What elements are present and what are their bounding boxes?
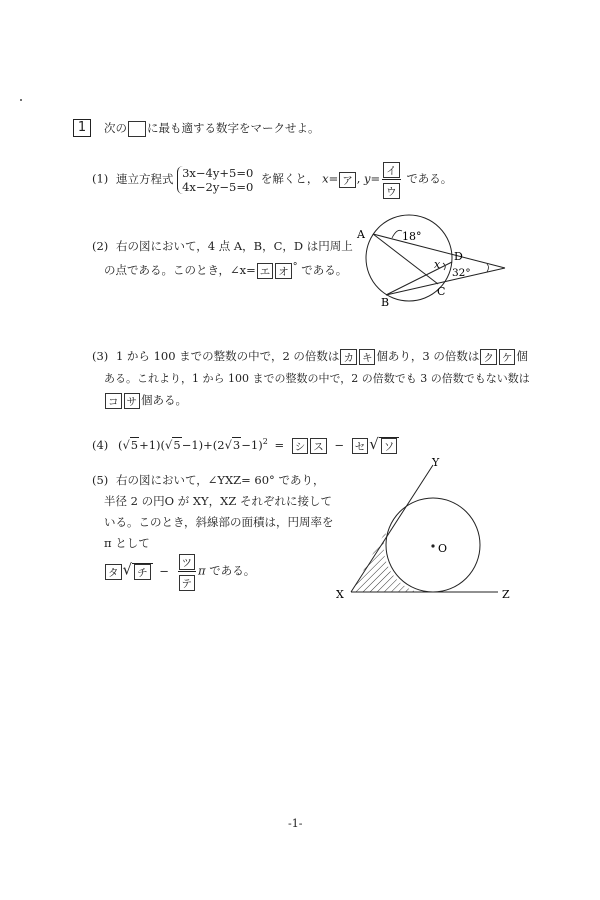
question-3-line-1 [92, 347, 528, 365]
q4-minus: − [334, 437, 345, 452]
q3-line2: ある。これより，1 から 100 までの整数の中で，2 の倍数でも 3 の倍数でもない数は [104, 372, 530, 385]
label-d: D [454, 250, 463, 263]
instruction-before: 次の [104, 121, 127, 135]
question-5-line-2 [104, 492, 332, 510]
answer-box-tsu: ツ [179, 554, 196, 570]
q1-text-mid: を解くと， [260, 171, 319, 186]
q5-line4: π として [104, 536, 150, 550]
answer-box-ta: タ [105, 564, 122, 580]
q4-sqrt-sign: √ [369, 434, 379, 453]
equation-system [177, 166, 253, 194]
answer-box-se: セ [352, 438, 369, 454]
q2-line2-after: である。 [301, 262, 348, 277]
answer-box-chi: チ [134, 564, 151, 580]
answer-box-su: ス [310, 438, 327, 454]
q3-line3-after: 個ある。 [141, 393, 187, 407]
y-label: y= [364, 171, 381, 186]
q3-label: (3) [92, 349, 109, 363]
q4-equals: = [274, 437, 285, 452]
q4-radicand-3: 3 [232, 437, 241, 452]
q5-line2: 半径 2 の円O が XY，XZ それぞれに接して [104, 494, 332, 508]
q5-line1: 右の図において，∠YXZ= 60° であり， [115, 473, 325, 487]
angle-label-18: 18° [402, 230, 422, 243]
question-5-line-3 [104, 513, 334, 531]
q5-fraction [178, 552, 197, 591]
q3-line1-a: 1 から 100 までの整数の中で，2 の倍数は [115, 349, 340, 363]
q5-line3: いる。このとき，斜線部の面積は，円周率を [104, 515, 334, 529]
label-y: Y [432, 456, 440, 469]
q5-minus: − [159, 563, 169, 578]
answer-box-o: オ [275, 263, 292, 279]
label-x: X [336, 588, 344, 601]
answer-box-ko: コ [105, 393, 122, 409]
answer-box-a: ア [339, 172, 356, 188]
q3-line1-c: 個 [516, 349, 528, 363]
q1-text-end: である。 [406, 171, 453, 186]
angle-arc-32 [487, 264, 489, 272]
q2-line1: 右の図において，4 点 A，B，C，D は円周上 [115, 239, 353, 253]
angle-label-x: x [434, 258, 441, 271]
hatched-region [351, 522, 417, 592]
question-3-line-2 [104, 370, 530, 388]
answer-box-ku: ク [480, 349, 497, 365]
q4-expr-part-2: +1)(√ [139, 437, 173, 452]
question-5-line-4 [104, 534, 150, 552]
ray-xy [351, 465, 433, 592]
q5-sqrt-radicand [132, 563, 153, 578]
question-2-line-1 [92, 237, 353, 255]
q1-text-before: 連立方程式 [115, 171, 174, 186]
q4-radicand-2: 5 [173, 437, 181, 452]
answer-box-sa: サ [124, 393, 141, 409]
label-a: A [357, 228, 365, 241]
problem-number-box: 1 [73, 119, 91, 137]
label-c: C [437, 285, 446, 298]
tangent-circle-figure-q5 [330, 450, 520, 605]
equation-2: 4x−2y−5=0 [182, 179, 254, 194]
label-b: B [381, 296, 390, 309]
answer-box-ke: ケ [499, 349, 516, 365]
question-2-line-2 [104, 258, 347, 279]
answer-box-e: エ [257, 263, 274, 279]
blank-box-example [128, 121, 146, 137]
question-1: (1) 連立方程式 3x−4y+5=0 4x−2y−5=0 を解くと， x= ア , y= $\frac{\text{イ}}{\text{ウ}}$ である。 [92, 160, 452, 199]
q2-line2-before: の点である。このとき，∠x= [104, 262, 256, 277]
q4-expression [118, 438, 272, 452]
q5-sqrt-sign: √ [122, 560, 133, 579]
instruction-after: に最も適する数字をマークせよ。 [147, 121, 320, 135]
q5-pi: π [198, 563, 206, 578]
answer-box-ka: カ [340, 349, 357, 365]
question-5-line-1 [92, 471, 324, 489]
q1-label: (1) [92, 171, 109, 186]
answer-box-te: テ [179, 575, 196, 591]
instruction [104, 119, 320, 137]
page-number: -1- [288, 817, 303, 830]
degree-mark: ° [292, 261, 298, 272]
angle-arc-18 [392, 230, 402, 238]
equation-1: 3x−4y+5=0 [182, 165, 254, 180]
y-fraction [382, 160, 401, 199]
center-point-o [431, 544, 434, 547]
x-label: x= [322, 171, 339, 186]
q3-line1-b: 個あり，3 の倍数は [376, 349, 480, 363]
label-o: O [438, 542, 448, 555]
q4-power: 2 [262, 437, 268, 446]
question-3-line-3 [104, 391, 187, 409]
stray-mark [20, 99, 22, 101]
q4-radicand-1: 5 [130, 437, 139, 452]
answer-box-so: ソ [381, 438, 398, 454]
answer-box-u: ウ [383, 183, 400, 199]
answer-box-i: イ [383, 162, 400, 178]
q5-label: (5) [92, 473, 109, 487]
answer-box-shi: シ [292, 438, 309, 454]
q2-label: (2) [92, 239, 109, 253]
circle-figure-q2 [355, 210, 515, 310]
q4-label: (4) [92, 437, 109, 452]
q4-expr-part-3: −1)+(2√ [181, 437, 232, 452]
question-5-line-5 [104, 552, 255, 591]
q4-expr-part-1: (√ [117, 437, 130, 452]
label-z: Z [502, 588, 510, 601]
q4-expr-part-4: −1) [241, 437, 263, 452]
answer-box-ki: キ [359, 349, 376, 365]
angle-label-32: 32° [452, 267, 471, 279]
q5-text-end: である。 [209, 563, 256, 578]
